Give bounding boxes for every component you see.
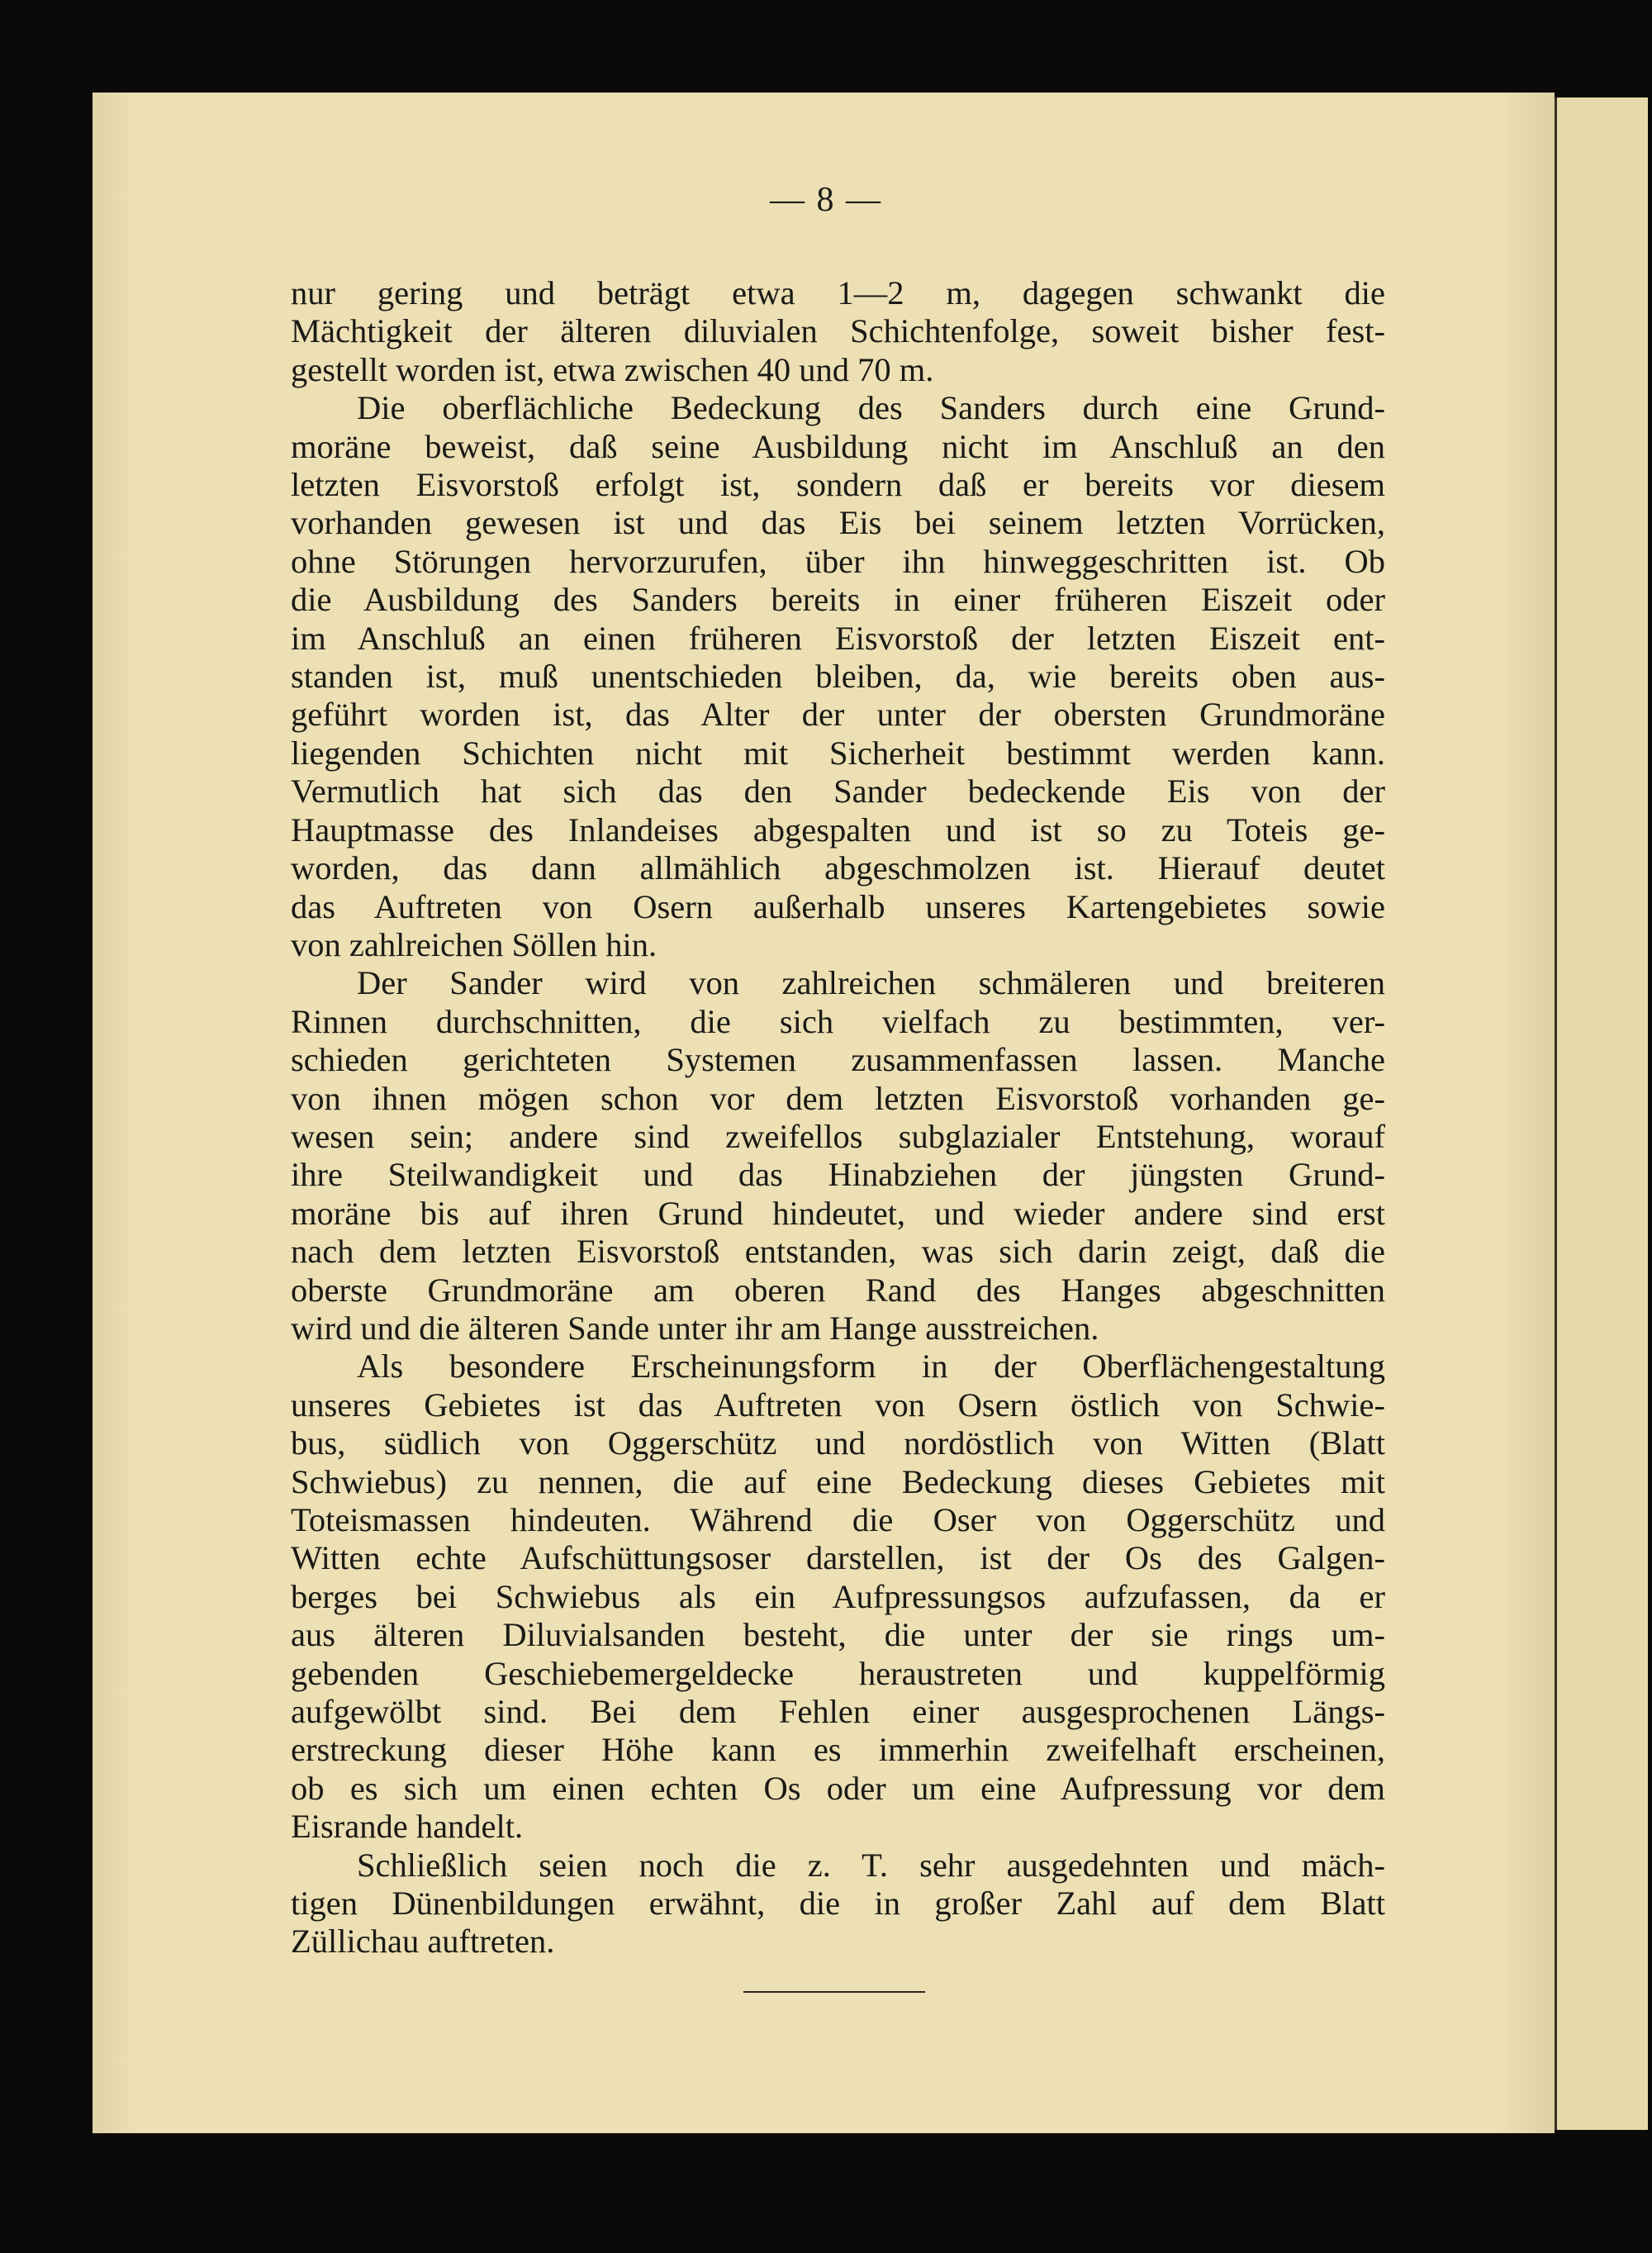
- text-line: wesen sein; andere sind zweifellos subglazialer Entstehung, worauf: [291, 1117, 1385, 1155]
- text-line: tigen Dünenbildungen erwähnt, die in großer Zahl auf dem Blatt: [291, 1885, 1385, 1923]
- end-rule: [743, 1991, 925, 1993]
- text-line: unseres Gebietes ist das Auftreten von Osern östlich von Schwie-: [291, 1386, 1385, 1424]
- text-line: bus, südlich von Oggerschütz und nordöstlich von Witten (Blatt: [291, 1424, 1385, 1462]
- text-line: vorhanden gewesen ist und das Eis bei seinem letzten Vorrücken,: [291, 504, 1385, 542]
- text-line: von zahlreichen Söllen hin.: [291, 925, 657, 963]
- text-line: Toteismassen hindeuten. Während die Oser von Oggerschütz und: [291, 1501, 1385, 1538]
- text-line: schieden gerichteten Systemen zusammenfassen lassen. Manche: [291, 1041, 1385, 1079]
- text-line: moräne beweist, daß seine Ausbildung nicht im Anschluß an den: [291, 427, 1385, 465]
- text-line: von ihnen mögen schon vor dem letzten Eisvorstoß vorhanden ge-: [291, 1079, 1385, 1117]
- text-line: erstreckung dieser Höhe kann es immerhin zweifelhaft erscheinen,: [291, 1731, 1385, 1769]
- text-line: liegenden Schichten nicht mit Sicherheit bestimmt werden kann.: [291, 734, 1385, 772]
- text-line: Schließlich seien noch die z. T. sehr ausgedehnten und mäch-: [357, 1846, 1385, 1884]
- text-line: Schwiebus) zu nennen, die auf eine Bedeckung dieses Gebietes mit: [291, 1462, 1385, 1500]
- text-line: im Anschluß an einen früheren Eisvorstoß der letzten Eiszeit ent-: [291, 619, 1385, 657]
- text-line: worden, das dann allmählich abgeschmolzen ist. Hierauf deutet: [291, 849, 1385, 887]
- text-line: ihre Steilwandigkeit und das Hinabziehen der jüngsten Grund-: [291, 1156, 1385, 1194]
- text-line: Mächtigkeit der älteren diluvialen Schichtenfolge, soweit bisher fest-: [291, 312, 1385, 350]
- text-line: nur gering und beträgt etwa 1—2 m, dagegen schwankt die: [291, 274, 1385, 311]
- text-line: wird und die älteren Sande unter ihr am Hange ausstreichen.: [291, 1309, 1099, 1347]
- text-line: standen ist, muß unentschieden bleiben, da, wie bereits oben aus-: [291, 658, 1385, 696]
- text-line: aus älteren Diluvialsanden besteht, die unter der sie rings um-: [291, 1616, 1385, 1654]
- text-line: moräne bis auf ihren Grund hindeutet, und wieder andere sind erst: [291, 1194, 1385, 1232]
- text-line: Eisrande handelt.: [291, 1808, 524, 1846]
- text-line: ob es sich um einen echten Os oder um eine Aufpressung vor dem: [291, 1769, 1385, 1807]
- text-line: das Auftreten von Osern außerhalb unseres Kartengebietes sowie: [291, 887, 1385, 925]
- text-line: aufgewölbt sind. Bei dem Fehlen einer ausgesprochenen Längs-: [291, 1693, 1385, 1731]
- text-line: oberste Grundmoräne am oberen Rand des Hanges abgeschnitten: [291, 1271, 1385, 1309]
- text-line: ohne Störungen hervorzurufen, über ihn hinweggeschritten ist. Ob: [291, 542, 1385, 580]
- next-page-edge: [1555, 97, 1648, 2130]
- text-line: die Ausbildung des Sanders bereits in einer früheren Eiszeit oder: [291, 581, 1385, 619]
- text-line: Die oberflächliche Bedeckung des Sanders durch eine Grund-: [357, 389, 1385, 427]
- text-line: nach dem letzten Eisvorstoß entstanden, was sich darin zeigt, daß die: [291, 1233, 1385, 1271]
- text-line: berges bei Schwiebus als ein Aufpressungsos aufzufassen, da er: [291, 1577, 1385, 1615]
- body-text: [291, 274, 1385, 1961]
- text-line: Als besondere Erscheinungsform in der Oberflächengestaltung: [357, 1348, 1385, 1386]
- text-line: Vermutlich hat sich das den Sander bedeckende Eis von der: [291, 772, 1385, 810]
- text-line: Rinnen durchschnitten, die sich vielfach zu bestimmten, ver-: [291, 1002, 1385, 1040]
- text-line: gestellt worden ist, etwa zwischen 40 und 70 m.: [291, 350, 934, 388]
- text-line: Züllichau auftreten.: [291, 1923, 555, 1961]
- text-line: Der Sander wird von zahlreichen schmäleren und breiteren: [357, 964, 1385, 1002]
- text-line: Witten echte Aufschüttungsoser darstellen, ist der Os des Galgen-: [291, 1539, 1385, 1577]
- text-line: Hauptmasse des Inlandeises abgespalten und ist so zu Toteis ge-: [291, 810, 1385, 848]
- text-line: geführt worden ist, das Alter der unter der obersten Grundmoräne: [291, 696, 1385, 734]
- page-number: — 8 —: [770, 181, 882, 219]
- text-line: gebenden Geschiebemergeldecke heraustreten und kuppelförmig: [291, 1654, 1385, 1692]
- text-line: letzten Eisvorstoß erfolgt ist, sondern daß er bereits vor diesem: [291, 466, 1385, 504]
